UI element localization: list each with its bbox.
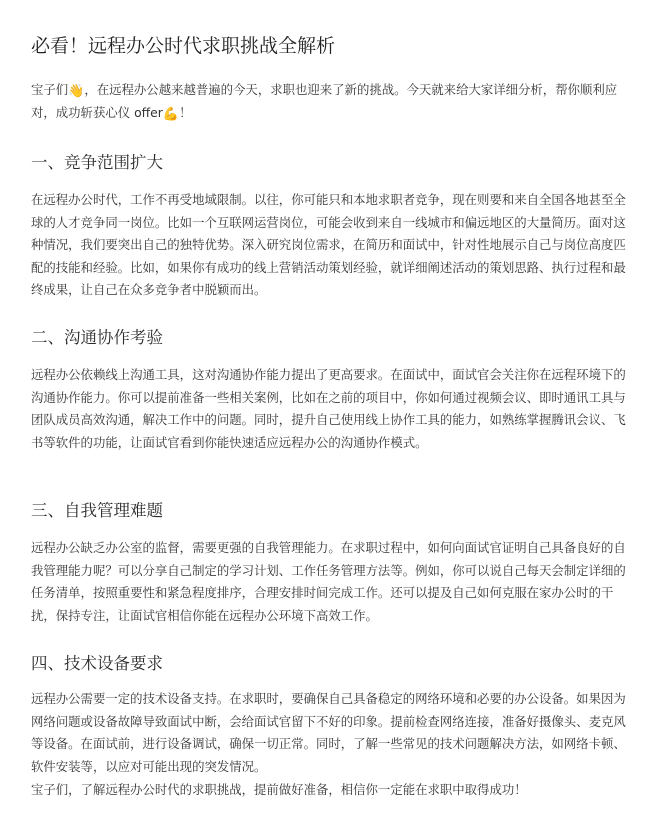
page-title: 必看！远程办公时代求职挑战全解析 [31,34,336,57]
intro-text-2: ，在远程办公越来越普遍的今天，求职也迎来了新的挑战。今天就来给大家详细分析，帮你顺利应对，成功斩获心仪 offer [31,82,618,120]
section-body-communication: 远程办公依赖线上沟通工具，这对沟通协作能力提出了更高要求。在面试中，面试官会关注你在远程环境下的沟通协作能力。你可以提前准备一些相关案例，比如在之前的项目中，你如何通过视频会议、即时通讯工具与团队成员高效沟通，解决工作中的问题。同时，提升自己使用线上协作工具的能力，如熟练掌握腾讯会议、飞书等软件的功能，让面试官看到你能快速适应远程办公的沟通协作模式。 [31,367,626,450]
section-heading-competition: 一、竞争范围扩大 [31,153,163,172]
section-heading-equipment: 四、技术设备要求 [31,654,163,673]
section-body-equipment: 远程办公需要一定的技术设备支持。在求职时，要确保自己具备稳定的网络环境和必要的办公设备。如果因为网络问题或设备故障导致面试中断，会给面试官留下不好的印象。提前检查网络连接，准备好摄像头、麦克风等设备。在面试前，进行设备调试，确保一切正常。同时，了解一些常见的技术问题解决方法，如网络卡顿、软件安装等，以应对可能出现的突发情况。 [31,691,626,774]
closing-paragraph: 宝子们，了解远程办公时代的求职挑战，提前做好准备，相信你一定能在求职中取得成功！ [31,782,527,797]
flexed-biceps-icon: 💪 [162,106,180,122]
intro-text-3: ！ [179,104,192,120]
waving-hand-icon: 👋 [68,84,85,99]
section-body-competition: 在远程办公时代，工作不再受地域限制。以往，你可能只和本地求职者竞争，现在则要和来自全国各地甚至全球的人才竞争同一岗位。比如一个互联网运营岗位，可能会收到来自一线城市和偏远地区的大量简历。面对这种情况，我们要突出自己的独特优势。深入研究岗位需求，在简历和面试中，针对性地展示自己与岗位高度匹配的技能和经验。比如，如果你有成功的线上营销活动策划经验，就详细阐述活动的策划思路、执行过程和最终成果，让自己在众多竞争者中脱颖而出。 [31,192,626,297]
section-body-self-management: 远程办公缺乏办公室的监督，需要更强的自我管理能力。在求职过程中，如何向面试官证明自己具备良好的自我管理能力呢？可以分享自己制定的学习计划、工作任务管理方法等。例如，你可以说自己每天会制定详细的任务清单，按照重要性和紧急程度排序，合理安排时间完成工作。还可以提及自己如何克服在家办公时的干扰，保持专注，让面试官相信你能在远程办公环境下高效工作。 [31,540,626,623]
intro-text-1: 宝子们 [31,82,69,97]
section-heading-communication: 二、沟通协作考验 [31,328,163,347]
section-heading-self-management: 三、自我管理难题 [31,501,163,520]
intro-paragraph [31,79,631,124]
